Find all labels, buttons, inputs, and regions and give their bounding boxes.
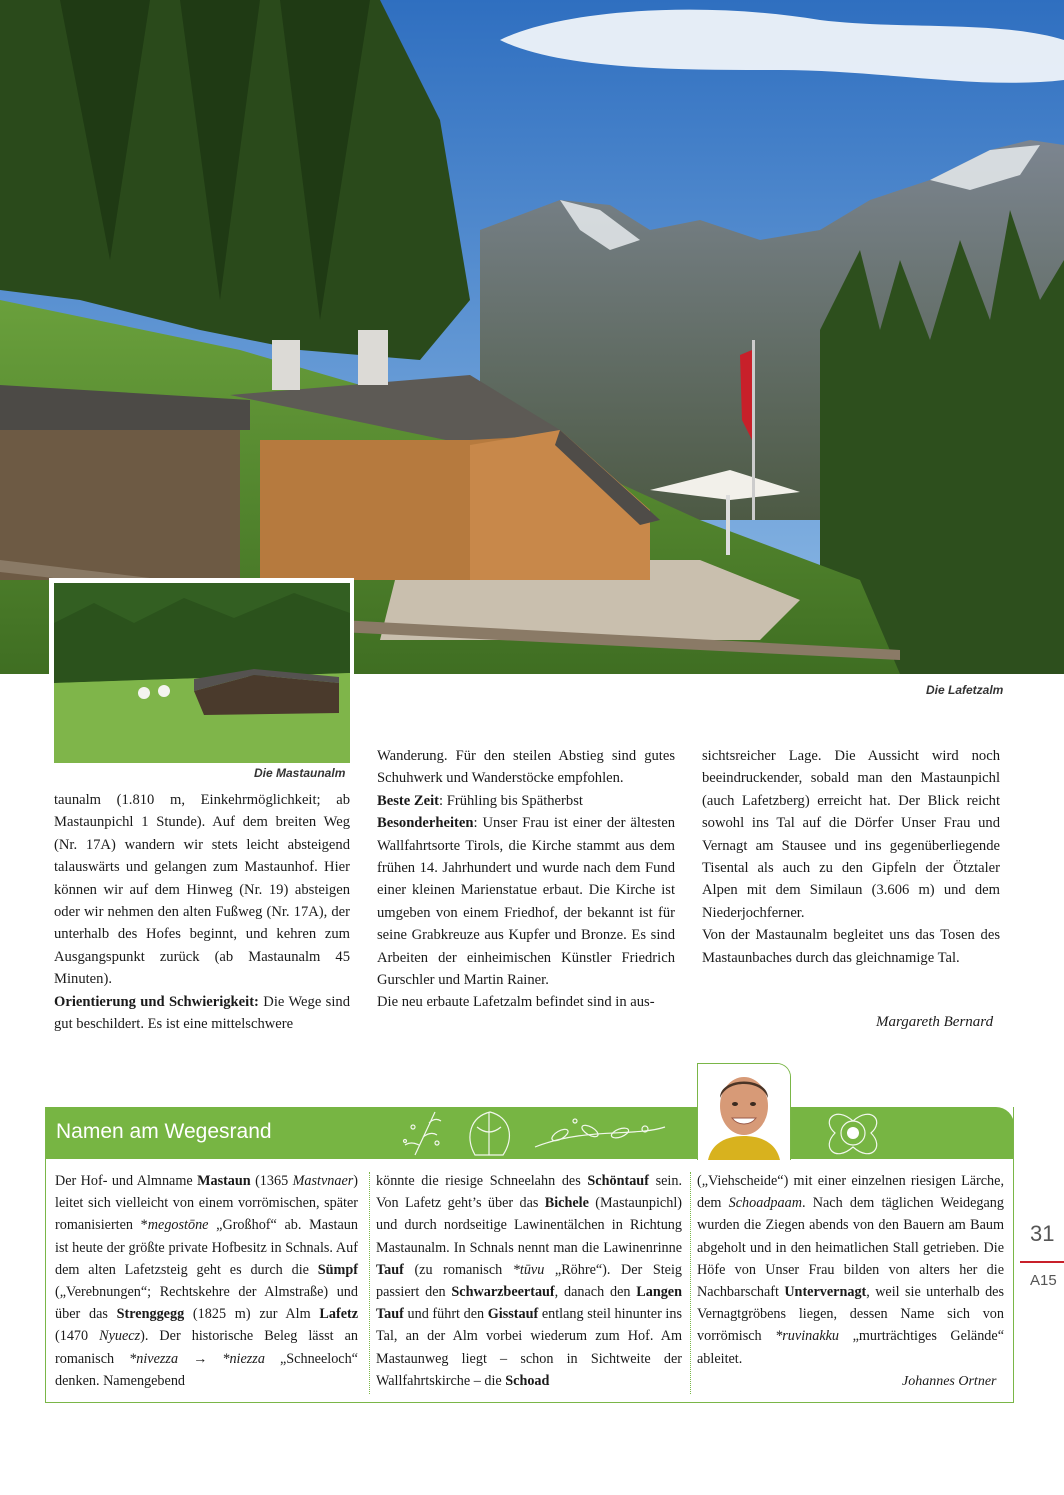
box-column-1: Der Hof- und Almname Mastaun (1365 Mastvnaer) leitet sich vielleicht von einem vorrömischen, später romanisierten *megostōne „Großhof“ ab. Mastaun ist heute der größte private Hofbesitz in Schnals. Auf dem alten Lafetzsteig geht es durch die Sümpf („Verebnungen“; Rechtskehre der Almstraße) und über das Strenggegg (1825 m) zur Alm Lafetz (1470 Nyuecz). Der historische Beleg lässt an romanisch *nivezza → *niezza „Schneeloch“ denken. Namengebend [55, 1173, 359, 1389]
article-col2-specials: Besonderheiten: Unser Frau ist einer der ältesten Wallfahrtsorte Tirols, die Kirche stammt aus dem frühen 14. Jahrhundert und wurde nach dem Fund einer kleinen Marienstatue erbaut. Die Kirche ist umgeben von einem Friedhof, der bekannt ist für seine Grabkreuze aus Kupfer und Bronze. Es sind Arbeiten der einheimischen Künstler Friedrich Gurschler und Martin Rainer. [377, 815, 675, 989]
box-column-3: („Viehscheide“) mit einer einzelnen riesigen Lärche, dem Schoadpaam. Nach dem täglichen Weidegang wurden die Ziegen abends von den Bauern am Baum abgeholt und in den heimatlichen Stall getrieben. Die Höfe von Unser Frau bilden von alters her die Nachbarschaft Untervernagt, weil sie unterhalb des Vernagtgröbens liegen, dessen Name sich von vorrömisch *ruvinakku „murträchtiges Gelände“ ableitet. [697, 1173, 1004, 1367]
box-title: Namen am Wegesrand [56, 1120, 272, 1143]
page-number-rule [1020, 1261, 1064, 1263]
article-col2-intro: Wanderung. Für den steilen Abstieg sind gutes Schuhwerk und Wanderstöcke empfohlen. [377, 748, 675, 787]
article-col2-outro: Die neu erbaute Lafetzalm befindet sind in aus- [377, 994, 655, 1011]
box-column-divider [369, 1172, 370, 1394]
page-code: A15 [1030, 1272, 1057, 1289]
hero-photo [0, 0, 1064, 674]
author-portrait [697, 1063, 791, 1160]
article-author: Margareth Bernard [876, 1014, 994, 1030]
page-number: 31 [1030, 1221, 1055, 1246]
article-col3-p2: Von der Mastaunalm begleitet uns das Tosen des Mastaunbaches durch das gleichnamige Tal. [702, 927, 1000, 966]
article-col1-orientation: Orientierung und Schwierigkeit: Die Wege sind gut beschildert. Es ist eine mittelschwere [54, 993, 350, 1033]
article-col3-p1: sichtsreicher Lage. Die Aussicht wird noch beeindruckender, sobald man den Mastaunpichl (auch Lafetzberg) erreicht hat. Der Blick reicht sowohl ins Tal auf die Dörfer Unser Frau und Vernagt am Stausee und ins gegenüberliegende Tisental als auch zu den Gipfeln der Ötztaler Alpen mit dem Similaun (3.606 m) und dem Niederjochferner. [702, 748, 1000, 921]
caption-inset-photo: Die Mastaunalm [254, 766, 346, 780]
article-col1-text: taunalm (1.810 m, Einkehrmöglichkeit; ab Mastaunpichl 1 Stunde). Auf dem breiten Weg (Nr. 17A) wandern wir stets leicht absteigend talauswärts und gelangen zum Mastaunhof. Hier können wir auf dem Hinweg (Nr. 19) absteigen oder wir nehmen den alten Fußweg (Nr. 17A), der unterhalb des Hofes beginnt, und kehren zum Ausgangspunkt zurück (ab Mastaunalm 45 Minuten). [54, 792, 350, 988]
caption-main-photo: Die Lafetzalm [926, 683, 1004, 697]
article-col2-best-time: Beste Zeit: Frühling bis Spätherbst [377, 792, 583, 809]
box-column-divider [690, 1172, 691, 1394]
box-column-2: könnte die riesige Schneelahn des Schöntauf sein. Von Lafetz geht’s über das Bichele (Mastaunpichl) und durch nordseitige Lawinentälchen in Richtung Mastaunalm. In Schnals nennt man die Lawinenrinne Tauf (zu romanisch *tūvu „Röhre“). Der Steig passiert den Schwarzbeertauf, danach den Langen Tauf und führt den Gisstauf entlang steil hinunter ins Tal, an der Alm vorbei wiederum zum Hof. Am Mastaunweg liegt – schon in Sichtweite der Wallfahrtskirche – die Schoad [376, 1173, 682, 1389]
article-column-2 [377, 745, 675, 1014]
article-column-1 [54, 789, 350, 1035]
inset-photo [49, 578, 354, 764]
box-author: Johannes Ortner [902, 1374, 997, 1389]
article-column-3 [702, 745, 1000, 969]
